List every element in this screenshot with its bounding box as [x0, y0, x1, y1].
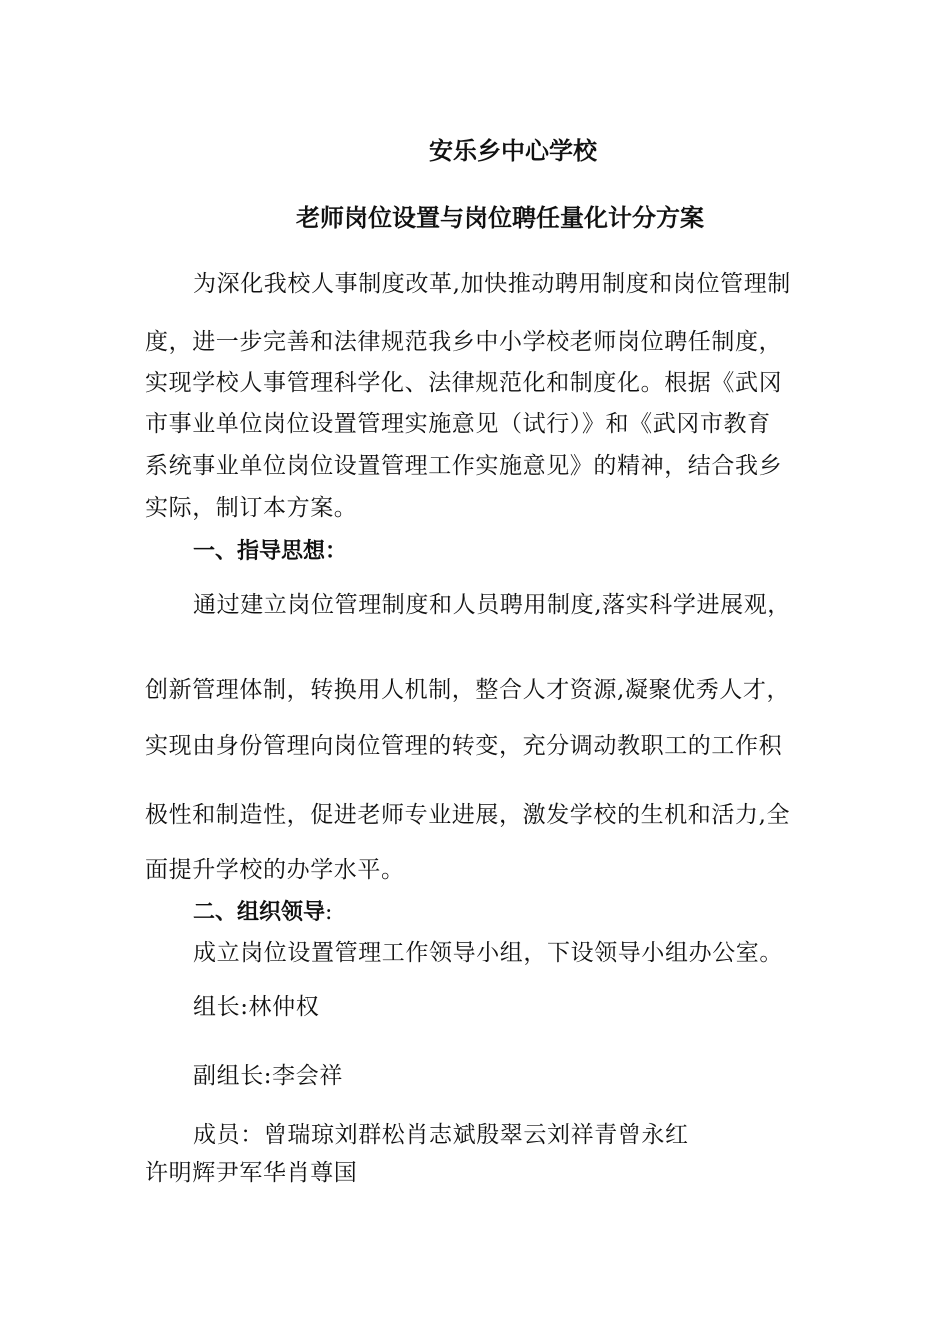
section-heading-colon: :	[325, 900, 333, 925]
intro-line: 市事业单位岗位设置管理实施意见（试行）》和《武冈市教育	[145, 411, 771, 437]
school-name: 安乐乡中心学校	[429, 137, 597, 165]
paragraph-line: 极性和制造性，促进老师专业进展，激发学校的生机和活力,全	[145, 802, 791, 828]
intro-line: 实际，制订本方案。	[145, 495, 358, 521]
section-heading-organization	[193, 898, 332, 928]
paragraph-line: 通过建立岗位管理制度和人员聘用制度,落实科学进展观，	[193, 592, 791, 618]
paragraph-line: 实现由身份管理向岗位管理的转变，充分调动教职工的工作积	[145, 733, 783, 759]
section-heading-guiding-thought: 一、指导思想：	[193, 539, 348, 564]
leader-line: 组长:林仲权	[193, 994, 320, 1020]
setup-line: 成立岗位设置管理工作领导小组，下设领导小组办公室。	[193, 940, 783, 966]
members-line-continued: 许明辉尹军华肖尊国	[145, 1160, 358, 1186]
intro-line: 系统事业单位岗位设置管理工作实施意见》的精神，结合我乡	[145, 453, 783, 479]
intro-line: 实现学校人事管理科学化、法律规范化和制度化。根据《武冈	[145, 370, 783, 396]
paragraph-line: 创新管理体制，转换用人机制，整合人才资源,凝聚优秀人才，	[145, 677, 791, 703]
section-heading-text: 二、组织领导	[193, 900, 326, 925]
intro-line: 度，进一步完善和法律规范我乡中小学校老师岗位聘任制度，	[145, 329, 783, 355]
intro-line: 为深化我校人事制度改革,加快推动聘用制度和岗位管理制	[193, 271, 791, 297]
paragraph-line: 面提升学校的办学水平。	[145, 857, 405, 883]
members-line: 成员：曾瑞琼刘群松肖志斌殷翠云刘祥青曾永红	[193, 1122, 689, 1148]
deputy-leader-line: 副组长:李会祥	[193, 1063, 343, 1089]
document-title: 老师岗位设置与岗位聘任量化计分方案	[296, 204, 704, 232]
